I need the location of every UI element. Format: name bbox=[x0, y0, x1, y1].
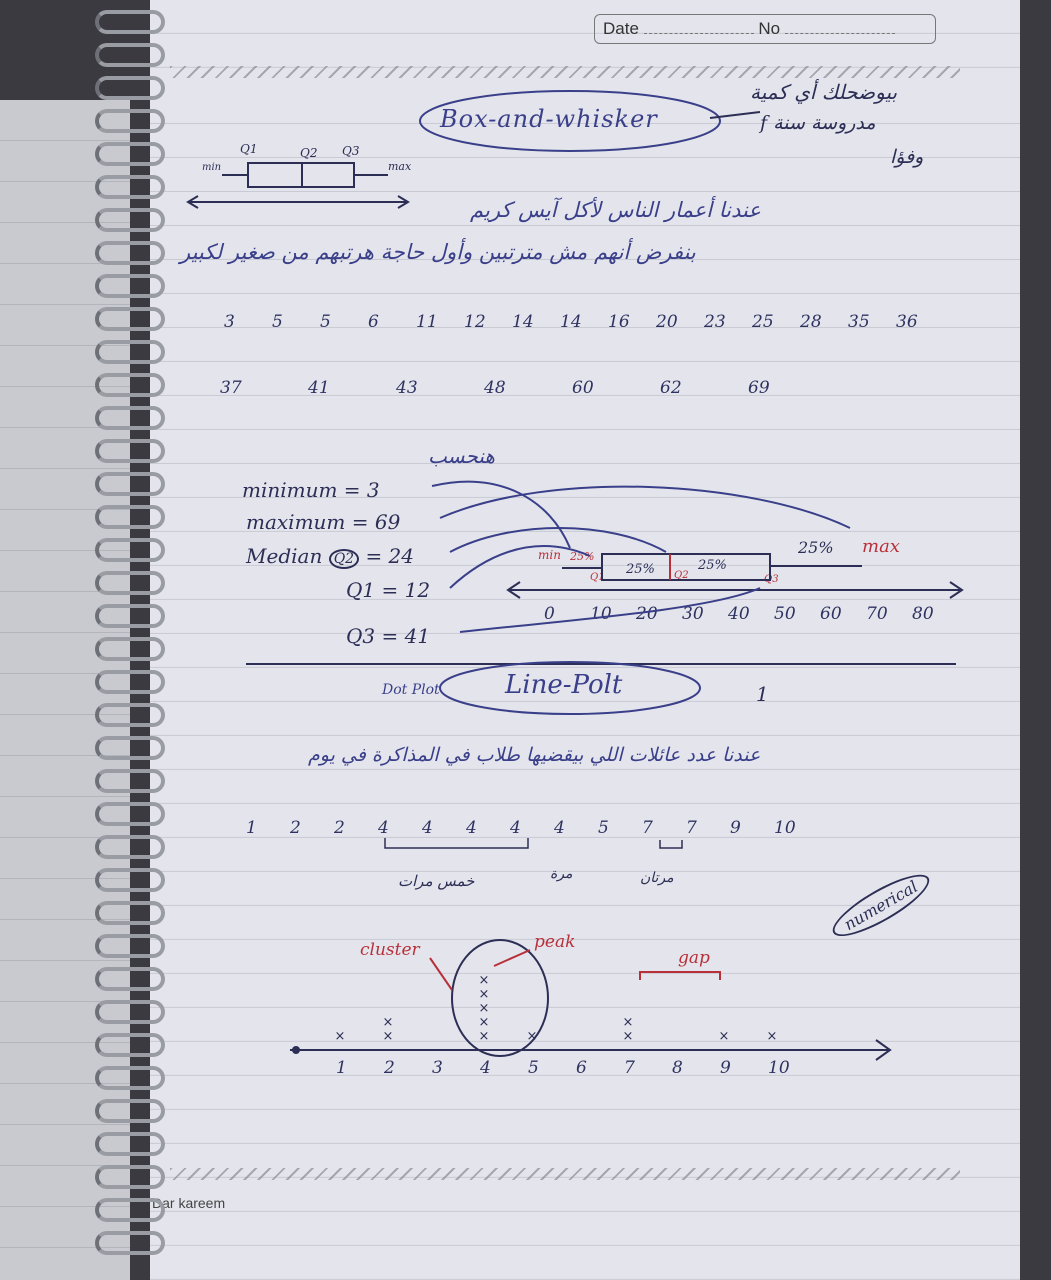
box-pct-4: 25% bbox=[798, 538, 834, 557]
peak-arrow bbox=[494, 950, 530, 966]
spiral-ring bbox=[95, 472, 165, 496]
spiral-ring bbox=[95, 769, 165, 793]
spiral-ring bbox=[95, 901, 165, 925]
spiral-ring bbox=[95, 538, 165, 562]
axis-tick-label: 5 bbox=[528, 1058, 539, 1078]
value-item: 9 bbox=[730, 818, 741, 838]
spiral-binding bbox=[95, 10, 170, 1270]
spiral-ring bbox=[95, 406, 165, 430]
small-q3-label: Q3 bbox=[342, 144, 360, 158]
axis-tick-label: 2 bbox=[384, 1058, 395, 1078]
axis-tick-label: 9 bbox=[720, 1058, 731, 1078]
spiral-ring bbox=[95, 967, 165, 991]
dot-plot-x-mark: × bbox=[622, 1015, 634, 1030]
axis-tick-label: 4 bbox=[480, 1058, 491, 1078]
small-q2-label: Q2 bbox=[300, 146, 318, 160]
spiral-ring bbox=[95, 703, 165, 727]
value-item: 5 bbox=[598, 818, 609, 838]
data-value: 11 bbox=[416, 312, 438, 332]
maximum-text: maximum = 69 bbox=[246, 510, 401, 534]
dot-plot-x-mark: × bbox=[382, 1029, 394, 1044]
axis-tick-label: 1 bbox=[336, 1058, 347, 1078]
axis-tick-label: 10 bbox=[590, 604, 612, 624]
value-item: 4 bbox=[554, 818, 565, 838]
median-prefix: Median bbox=[246, 544, 323, 568]
bracket-sevens bbox=[660, 840, 682, 848]
data-value: 14 bbox=[560, 312, 582, 332]
box-min-label: min bbox=[538, 548, 561, 562]
arrow-q3 bbox=[460, 588, 760, 632]
value-item: 4 bbox=[510, 818, 521, 838]
axis-tick-label: 3 bbox=[432, 1058, 443, 1078]
bracket-fours bbox=[385, 838, 528, 848]
dot-plot-x-mark: × bbox=[334, 1029, 346, 1044]
spiral-ring bbox=[95, 439, 165, 463]
data-value: 69 bbox=[748, 378, 770, 398]
date-label: Date bbox=[603, 19, 639, 38]
arabic-intro-2: مدروسة سنة f bbox=[760, 112, 876, 134]
axis-tick-label: 30 bbox=[682, 604, 704, 624]
data-value: 23 bbox=[704, 312, 726, 332]
dot-plot-x-mark: × bbox=[478, 1015, 490, 1030]
box-rect bbox=[602, 554, 770, 580]
box-pct-1: 25% bbox=[570, 550, 595, 563]
arrow-median bbox=[450, 528, 666, 552]
spiral-ring bbox=[95, 241, 165, 265]
note-once: مرة bbox=[550, 866, 573, 882]
data-value: 5 bbox=[320, 312, 331, 332]
spiral-ring bbox=[95, 868, 165, 892]
axis-tick-label: 8 bbox=[672, 1058, 683, 1078]
cluster-arrow bbox=[430, 958, 452, 990]
value-item: 10 bbox=[774, 818, 796, 838]
data-value: 20 bbox=[656, 312, 678, 332]
spiral-ring bbox=[95, 604, 165, 628]
data-value: 5 bbox=[272, 312, 283, 332]
median-q-circle: Q2 bbox=[329, 549, 359, 569]
q1-text: Q1 = 12 bbox=[346, 578, 431, 602]
ink-drawings bbox=[150, 0, 1020, 1280]
gap-bracket bbox=[640, 972, 720, 980]
no-label: No bbox=[758, 19, 781, 38]
arabic-intro-3: وفؤا bbox=[890, 146, 924, 168]
dot-plot-x-mark: × bbox=[478, 973, 490, 988]
data-value: 12 bbox=[464, 312, 486, 332]
box-q3-label: Q3 bbox=[764, 574, 779, 585]
spiral-ring bbox=[95, 835, 165, 859]
data-value: 28 bbox=[800, 312, 822, 332]
value-item: 4 bbox=[378, 818, 389, 838]
dot-plot-x-mark: × bbox=[382, 1015, 394, 1030]
small-min-label: min bbox=[202, 162, 222, 173]
data-value: 62 bbox=[660, 378, 682, 398]
spiral-ring bbox=[95, 637, 165, 661]
spiral-ring bbox=[95, 571, 165, 595]
axis-tick-label: 40 bbox=[728, 604, 750, 624]
box-q2-label: Q2 bbox=[674, 570, 689, 581]
dot-plot-x-mark: × bbox=[622, 1029, 634, 1044]
spiral-ring bbox=[95, 76, 165, 100]
spiral-ring bbox=[95, 1132, 165, 1156]
value-item: 4 bbox=[466, 818, 477, 838]
spiral-ring bbox=[95, 307, 165, 331]
box-pct-2: 25% bbox=[626, 562, 655, 577]
arabic-example-1: عندنا أعمار الناس لأكل آيس كريم bbox=[470, 198, 761, 222]
dot-plot-x-mark: × bbox=[718, 1029, 730, 1044]
line-plot-title: Line-Polt bbox=[505, 670, 623, 700]
small-max-label: max bbox=[388, 160, 412, 173]
axis-tick-label: 60 bbox=[820, 604, 842, 624]
bottom-border-ornament bbox=[170, 1168, 960, 1180]
spiral-ring bbox=[95, 208, 165, 232]
gap-label: gap bbox=[678, 948, 710, 968]
data-value: 48 bbox=[484, 378, 506, 398]
spiral-ring bbox=[95, 43, 165, 67]
box-pct-3: 25% bbox=[698, 558, 727, 573]
summary-heading: هنحسب bbox=[428, 444, 495, 468]
spiral-ring bbox=[95, 505, 165, 529]
value-item: 7 bbox=[642, 818, 653, 838]
dot-plot-alt-title: Dot Plot bbox=[382, 682, 440, 698]
data-value: 41 bbox=[308, 378, 330, 398]
dot-plot-x-mark: × bbox=[478, 1029, 490, 1044]
line-plot-title-ellipse bbox=[440, 662, 700, 714]
value-item: 7 bbox=[686, 818, 697, 838]
note-five-times: خمس مرات bbox=[398, 872, 475, 890]
minimum-text: minimum = 3 bbox=[242, 478, 380, 502]
axis-tick-label: 20 bbox=[636, 604, 658, 624]
section-number-badge: 1 bbox=[756, 682, 769, 706]
spiral-ring bbox=[95, 274, 165, 298]
axis-tick-label: 6 bbox=[576, 1058, 587, 1078]
axis-tick-label: 50 bbox=[774, 604, 796, 624]
brand-footer: Dar kareem bbox=[152, 1195, 226, 1211]
spiral-ring bbox=[95, 1099, 165, 1123]
data-value: 35 bbox=[848, 312, 870, 332]
value-item: 2 bbox=[290, 818, 301, 838]
arabic-description: عندنا عدد عائلات اللي بيقضيها طلاب في المذاكرة في يوم bbox=[308, 744, 761, 766]
spiral-ring bbox=[95, 736, 165, 760]
box-whisker-title: Box-and-whisker bbox=[440, 105, 658, 133]
spiral-ring bbox=[95, 1033, 165, 1057]
spiral-ring bbox=[95, 670, 165, 694]
data-value: 16 bbox=[608, 312, 630, 332]
axis-tick-label: 7 bbox=[624, 1058, 635, 1078]
value-item: 2 bbox=[334, 818, 345, 838]
spiral-ring bbox=[95, 934, 165, 958]
dot-plot-x-mark: × bbox=[478, 1001, 490, 1016]
dot-axis-start bbox=[292, 1046, 300, 1054]
arabic-intro-1: بيوضحلك أي كمية bbox=[750, 80, 898, 104]
data-value: 14 bbox=[512, 312, 534, 332]
axis-tick-label: 70 bbox=[866, 604, 888, 624]
box-max-label: max bbox=[862, 536, 900, 557]
data-value: 37 bbox=[220, 378, 242, 398]
spiral-ring bbox=[95, 1231, 165, 1255]
data-value: 3 bbox=[224, 312, 235, 332]
spiral-ring bbox=[95, 109, 165, 133]
box-q1-label: Q1 bbox=[590, 572, 605, 583]
spiral-ring bbox=[95, 1165, 165, 1189]
axis-tick-label: 0 bbox=[544, 604, 555, 624]
title-ellipse bbox=[420, 91, 720, 151]
spiral-ring bbox=[95, 802, 165, 826]
cluster-label: cluster bbox=[360, 940, 420, 960]
spiral-ring bbox=[95, 340, 165, 364]
spiral-ring bbox=[95, 1066, 165, 1090]
arrow-max bbox=[440, 487, 850, 528]
data-value: 36 bbox=[896, 312, 918, 332]
data-value: 43 bbox=[396, 378, 418, 398]
value-item: 4 bbox=[422, 818, 433, 838]
small-q1-label: Q1 bbox=[240, 142, 258, 156]
note-twice: مرتان bbox=[640, 870, 674, 886]
axis-tick-label: 10 bbox=[768, 1058, 790, 1078]
spiral-ring bbox=[95, 1198, 165, 1222]
dot-plot-x-mark: × bbox=[478, 987, 490, 1002]
axis-tick-label: 80 bbox=[912, 604, 934, 624]
arabic-example-2: بنفرض أنهم مش مترتبين وأول حاجة هرتبهم من صغير لكبير bbox=[180, 240, 696, 264]
spiral-ring bbox=[95, 1000, 165, 1024]
median-value: = 24 bbox=[365, 544, 415, 568]
notebook-page bbox=[150, 0, 1020, 1280]
spiral-ring bbox=[95, 142, 165, 166]
data-value: 6 bbox=[368, 312, 379, 332]
data-value: 25 bbox=[752, 312, 774, 332]
dot-plot-x-mark: × bbox=[766, 1029, 778, 1044]
numerical-badge: numerical bbox=[826, 865, 936, 947]
peak-label: peak bbox=[534, 932, 576, 952]
dot-plot-x-mark: × bbox=[526, 1029, 538, 1044]
spiral-ring bbox=[95, 373, 165, 397]
q3-text: Q3 = 41 bbox=[346, 624, 431, 648]
value-item: 1 bbox=[246, 818, 257, 838]
spiral-ring bbox=[95, 175, 165, 199]
spiral-ring bbox=[95, 10, 165, 34]
data-value: 60 bbox=[572, 378, 594, 398]
